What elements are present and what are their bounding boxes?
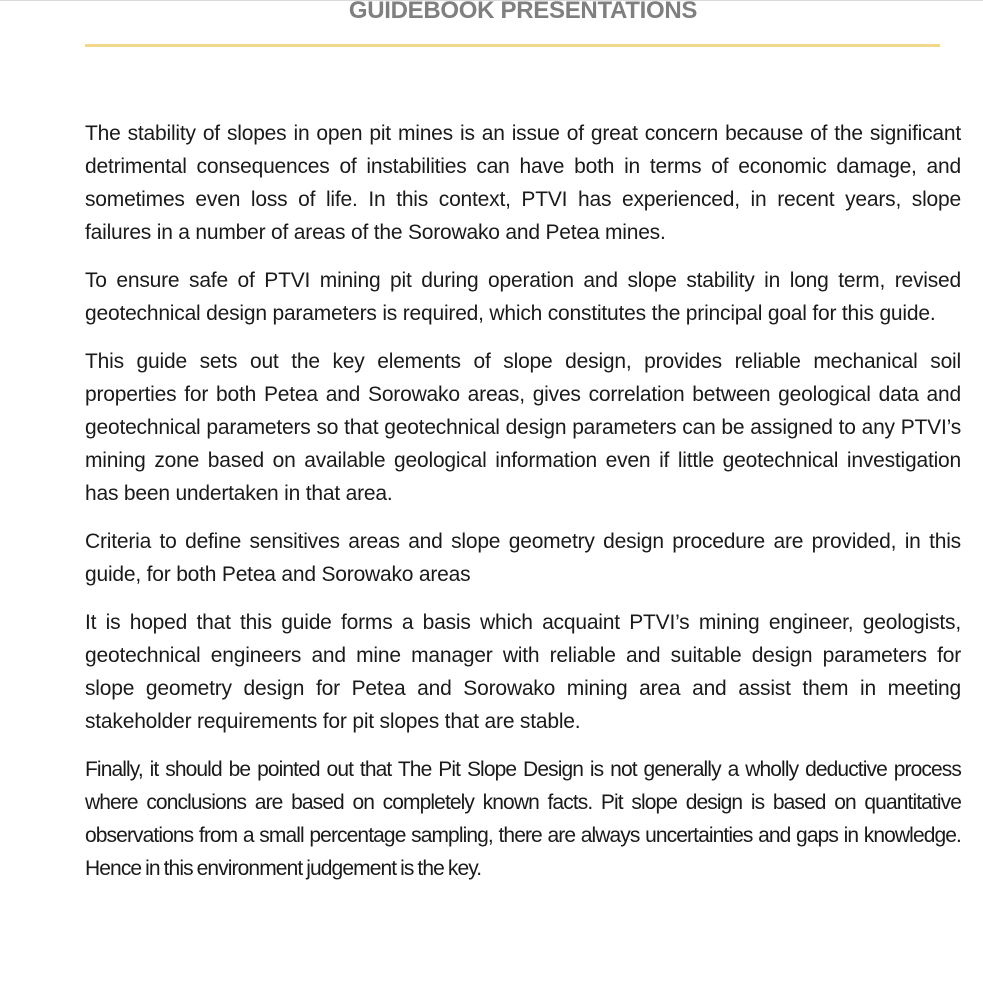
- paragraph-design-parameters-goal: To ensure safe of PTVI mining pit during operation and slope stability in long term, revised geotechnical design parameters is required, which constitutes the principal goal for this guide.: [85, 269, 961, 325]
- paragraph-intro-slope-stability: The stability of slopes in open pit mines is an issue of great concern because of the significant detrimental consequences of instabilities can have both in terms of economic damage, and sometimes even loss of life. In this context, PTVI has experienced, in recent years, slope failures in a number of areas of the Sorowako and Petea mines.: [85, 122, 961, 244]
- paragraph-conclusion-judgement: Finally, it should be pointed out that The Pit Slope Design is not generally a wholly deductive process where conclusions are based on completely known facts. Pit slope design is based on quantitative observations from a small percentage sampling, there are always uncertainties and gaps in knowledge. Hence in this environment judgement is the key.: [85, 758, 961, 880]
- document-body: [85, 117, 961, 900]
- header-divider-rule: [85, 44, 940, 47]
- paragraph-criteria: Criteria to define sensitives areas and slope geometry design procedure are provided, in this guide, for both Petea and Sorowako areas: [85, 530, 961, 586]
- paragraph-hoped-purpose: It is hoped that this guide forms a basis which acquaint PTVI’s mining engineer, geologists, geotechnical engineers and mine manager with reliable and suitable design parameters for slope geometry design for Petea and Sorowako mining area and assist them in meeting stakeholder requirements for pit slopes that are stable.: [85, 611, 961, 733]
- paragraph-guide-contents: This guide sets out the key elements of slope design, provides reliable mechanical soil properties for both Petea and Sorowako areas, gives correlation between geological data and geotechnical parameters so that geotechnical design parameters can be assigned to any PTVI’s mining zone based on available geological information even if little geotechnical investigation has been undertaken in that area.: [85, 350, 961, 505]
- page-header-title: GUIDEBOOK PRESENTATIONS: [348, 0, 698, 24]
